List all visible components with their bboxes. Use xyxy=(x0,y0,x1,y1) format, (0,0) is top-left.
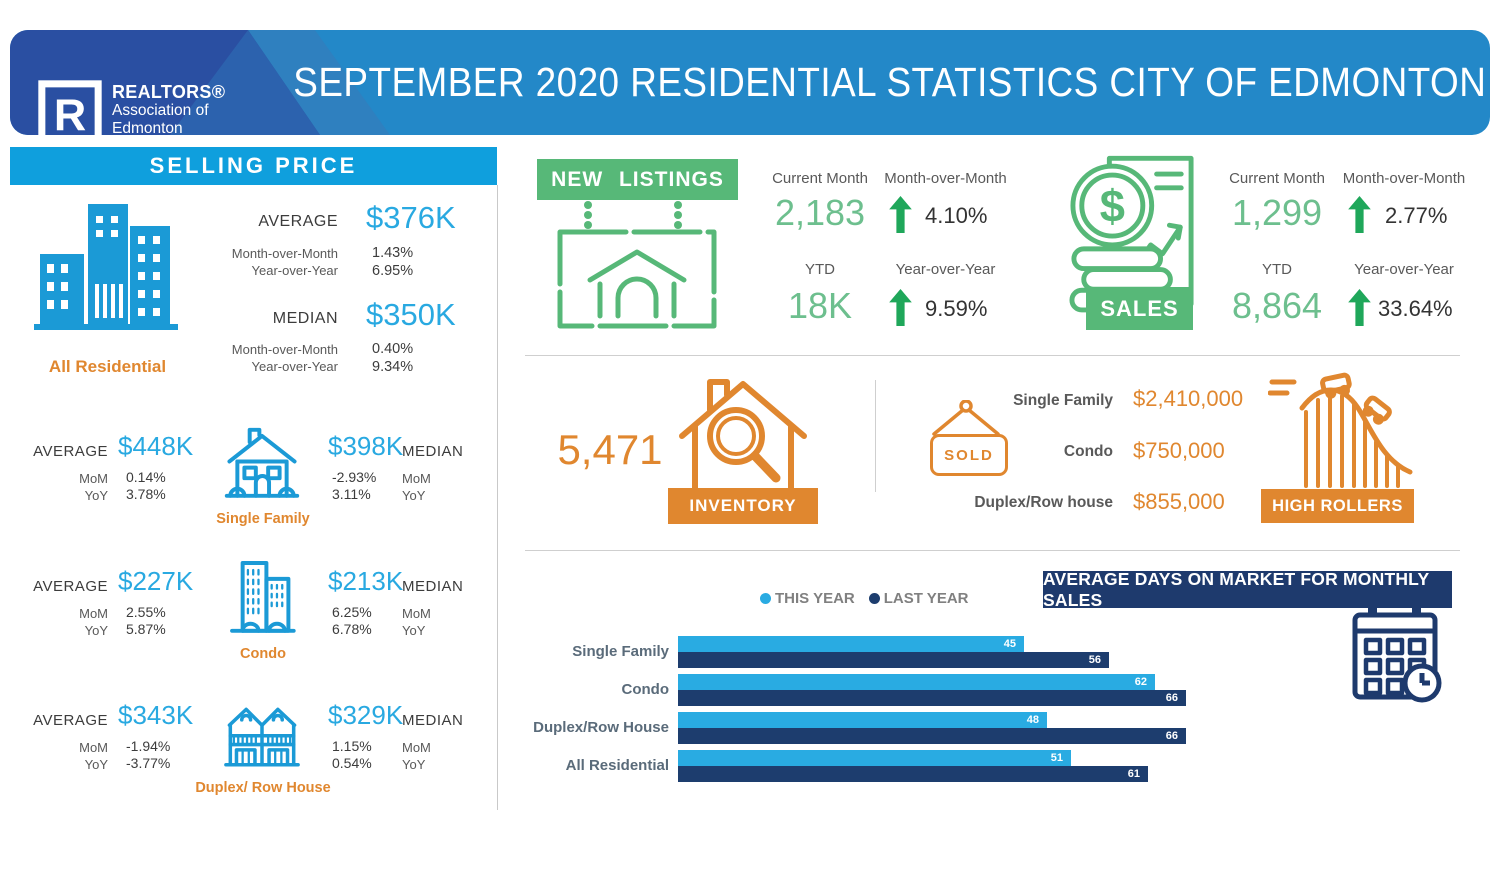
calendar-clock-icon xyxy=(1348,607,1443,714)
yoy-value: 6.78% xyxy=(332,621,372,637)
yoy-label: YoY xyxy=(84,623,108,638)
median-value: $213K xyxy=(328,566,404,596)
mom-label: MoM xyxy=(402,471,431,486)
chart-bar-group xyxy=(678,636,1109,668)
sold-item-label: Duplex/Row house xyxy=(974,494,1113,511)
sold-item-label: Single Family xyxy=(1013,392,1113,409)
mom-label: Month-over-Month xyxy=(884,170,1007,187)
average-label: AVERAGE xyxy=(258,213,338,230)
inventory-house-search-icon xyxy=(672,374,814,495)
bar-value-label: 61 xyxy=(1127,768,1140,780)
mom-label: MoM xyxy=(402,740,431,755)
average-value: $448K xyxy=(118,431,194,461)
sales-label-box: SALES xyxy=(1086,287,1193,330)
chart-category-label: Condo xyxy=(621,681,669,698)
bar-this-year xyxy=(678,712,1047,728)
bar-value-label: 48 xyxy=(1026,714,1039,726)
average-value: $376K xyxy=(366,200,456,235)
current-month-label: Current Month xyxy=(772,170,868,187)
mom-label: MoM xyxy=(79,606,108,621)
sold-item-value: $855,000 xyxy=(1133,489,1225,514)
average-value: $343K xyxy=(118,700,194,730)
mom-label: MoM xyxy=(402,606,431,621)
category-label: Single Family xyxy=(216,511,310,527)
last-year-dot-icon xyxy=(869,593,880,604)
sold-item-label: Condo xyxy=(1063,443,1113,460)
bar-this-year xyxy=(678,636,1024,652)
mom-value: 2.55% xyxy=(126,604,166,620)
legend-this-year: THIS YEAR xyxy=(760,590,855,607)
average-value: $227K xyxy=(118,566,194,596)
bar-value-label: 66 xyxy=(1165,692,1178,704)
new-listings-house-sign-icon xyxy=(552,200,722,336)
bar-value-label: 45 xyxy=(1003,638,1016,650)
sales-ytd-value: 8,864 xyxy=(1231,285,1323,326)
sales-mom-value: 2.77% xyxy=(1385,203,1448,228)
page-title: SEPTEMBER 2020 RESIDENTIAL STATISTICS CITY OF EDMONTON xyxy=(293,59,1487,105)
yoy-label: YoY xyxy=(402,623,426,638)
days-on-market-chart xyxy=(527,636,1186,788)
chart-row xyxy=(527,636,1186,668)
category-label: Condo xyxy=(240,646,286,662)
chart-category-label: All Residential xyxy=(565,757,669,774)
roller-coaster-icon xyxy=(1268,368,1413,495)
chart-bar-group xyxy=(678,750,1148,782)
median-value: $398K xyxy=(328,431,404,461)
logo-line1: REALTORS® xyxy=(112,82,226,102)
yoy-label: Year-over-Year xyxy=(251,359,338,374)
svg-text:$: $ xyxy=(1099,180,1125,232)
bar-this-year xyxy=(678,674,1155,690)
chart-bar-group xyxy=(678,674,1186,706)
bar-last-year xyxy=(678,728,1186,744)
up-arrow-icon xyxy=(1348,289,1371,326)
median-label: MEDIAN xyxy=(402,578,464,595)
yoy-value: 3.78% xyxy=(126,486,166,502)
mom-label: Month-over-Month xyxy=(231,246,338,261)
yoy-label: YoY xyxy=(402,488,426,503)
mom-value: 1.15% xyxy=(332,738,372,754)
up-arrow-icon xyxy=(1348,196,1371,233)
sales-yoy-value: 33.64% xyxy=(1378,296,1453,321)
chart-legend xyxy=(760,590,968,607)
chart-title-banner: AVERAGE DAYS ON MARKET FOR MONTHLY SALES xyxy=(1043,571,1452,608)
mom-label: Month-over-Month xyxy=(1342,170,1466,187)
mom-value: -1.94% xyxy=(126,738,171,754)
new-listings-mom-value: 4.10% xyxy=(925,203,988,228)
mom-value: 1.43% xyxy=(372,245,414,261)
this-year-dot-icon xyxy=(760,593,771,604)
new-listings-current-month-value: 2,183 xyxy=(774,192,866,233)
yoy-label: YoY xyxy=(84,488,108,503)
condo-towers-icon xyxy=(218,556,306,644)
realtors-logo-icon xyxy=(38,80,102,135)
category-row-duplex xyxy=(10,692,497,822)
yoy-label: Year-over-Year xyxy=(1354,261,1454,278)
chart-bar-group xyxy=(678,712,1186,744)
chart-category-label: Duplex/Row House xyxy=(533,719,669,736)
yoy-value: 5.87% xyxy=(126,621,166,637)
bar-value-label: 51 xyxy=(1050,752,1063,764)
bar-value-label: 66 xyxy=(1165,730,1178,742)
inventory-count: 5,471 xyxy=(557,426,663,473)
yoy-value: 6.95% xyxy=(372,263,414,279)
current-month-label: Current Month xyxy=(1229,170,1325,187)
yoy-label: YoY xyxy=(402,757,426,772)
ytd-label: YTD xyxy=(805,261,835,278)
bar-value-label: 56 xyxy=(1088,654,1101,666)
divider xyxy=(525,355,1460,356)
bar-value-label: 62 xyxy=(1134,676,1147,688)
bar-last-year xyxy=(678,766,1148,782)
mom-label: MoM xyxy=(79,471,108,486)
median-label: MEDIAN xyxy=(402,712,464,729)
logo-text xyxy=(112,82,225,135)
bar-last-year xyxy=(678,652,1109,668)
sold-item-value: $750,000 xyxy=(1133,438,1225,463)
median-label: MEDIAN xyxy=(402,443,464,460)
category-label: Duplex/ Row House xyxy=(195,780,331,796)
mom-value: 6.25% xyxy=(332,604,372,620)
selling-price-banner: SELLING PRICE xyxy=(10,147,497,185)
average-label: AVERAGE xyxy=(33,578,108,595)
median-label: MEDIAN xyxy=(272,310,338,327)
legend-last-year: LAST YEAR xyxy=(869,590,969,607)
category-row-single-family xyxy=(10,423,497,553)
inventory-label-box: INVENTORY xyxy=(668,488,818,524)
mom-value: 0.40% xyxy=(372,341,414,357)
ytd-label: YTD xyxy=(1262,261,1292,278)
city-buildings-icon xyxy=(32,198,180,355)
new-listings-yoy-value: 9.59% xyxy=(925,296,988,321)
average-label: AVERAGE xyxy=(33,712,108,729)
new-listings-banner: NEW LISTINGS xyxy=(537,159,738,200)
svg-text:R: R xyxy=(53,89,87,135)
sold-sign: SOLD xyxy=(930,434,1008,476)
median-value: $329K xyxy=(328,700,404,730)
yoy-label: Year-over-Year xyxy=(251,263,338,278)
single-family-house-icon xyxy=(218,421,306,509)
chart-row xyxy=(527,674,1186,706)
yoy-label: YoY xyxy=(84,757,108,772)
chart-category-label: Single Family xyxy=(572,643,669,660)
new-listings-ytd-value: 18K xyxy=(787,285,853,326)
logo-line2: Association of xyxy=(112,102,209,120)
yoy-value: 9.34% xyxy=(372,359,414,375)
logo-line3: Edmonton xyxy=(112,119,183,135)
high-rollers-label-box: HIGH ROLLERS xyxy=(1261,489,1414,523)
sales-current-month-value: 1,299 xyxy=(1231,192,1323,233)
bar-last-year xyxy=(678,690,1186,706)
all-residential-label: All Residential xyxy=(48,357,167,376)
median-value: $350K xyxy=(366,297,456,332)
chart-row xyxy=(527,750,1186,782)
yoy-label: Year-over-Year xyxy=(895,261,996,278)
bar-this-year xyxy=(678,750,1071,766)
mom-value: -2.93% xyxy=(332,469,377,485)
mom-label: Month-over-Month xyxy=(231,342,338,357)
duplex-row-house-icon xyxy=(218,690,306,778)
chart-row xyxy=(527,712,1186,744)
divider xyxy=(525,550,1460,551)
header-banner xyxy=(10,30,1490,135)
yoy-value: -3.77% xyxy=(126,755,171,771)
up-arrow-icon xyxy=(889,196,912,233)
yoy-value: 3.11% xyxy=(332,486,371,502)
sold-item-value: $2,410,000 xyxy=(1133,386,1244,411)
mom-label: MoM xyxy=(79,740,108,755)
up-arrow-icon xyxy=(889,289,912,326)
average-label: AVERAGE xyxy=(33,443,108,460)
divider xyxy=(875,380,876,492)
category-row-condo xyxy=(10,558,497,688)
yoy-value: 0.54% xyxy=(332,755,372,771)
mom-value: 0.14% xyxy=(126,469,166,485)
